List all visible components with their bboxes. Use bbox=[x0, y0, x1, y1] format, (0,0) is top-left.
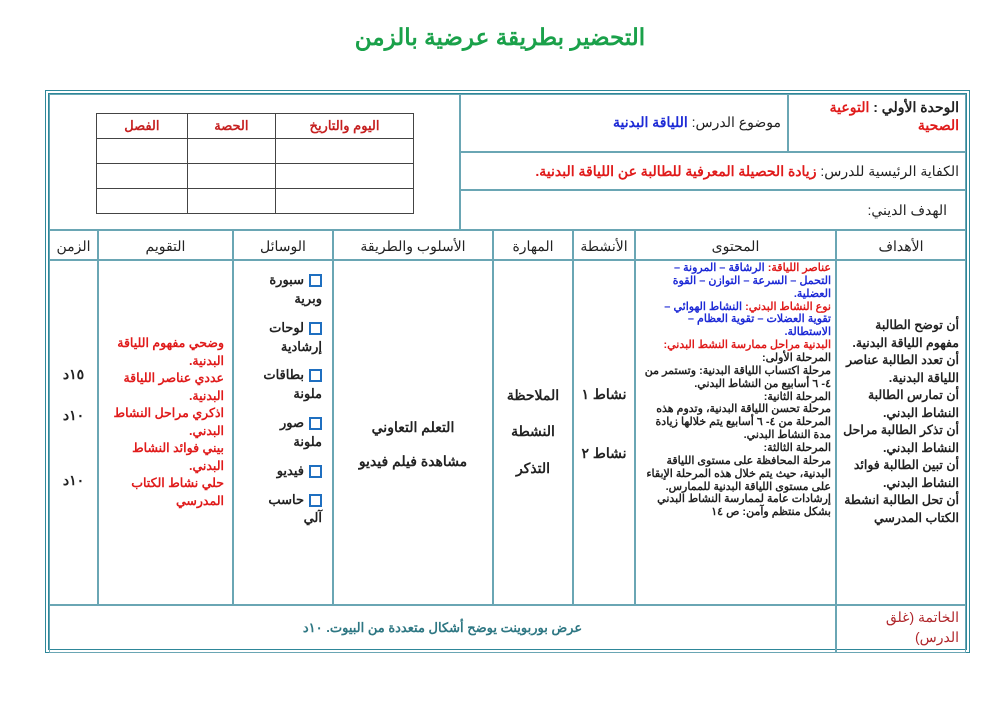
unit-label: الوحدة الأولي : bbox=[873, 99, 959, 115]
elements-label: عناصر اللياقة: bbox=[767, 262, 831, 274]
content-line: المرحلة الثالثة: bbox=[763, 442, 831, 455]
objective-item: أن تمارس الطالبة النشاط البدني. bbox=[867, 388, 959, 420]
evaluation-item: عددي عناصر اللياقة البدنية. bbox=[123, 371, 224, 403]
methods-cell bbox=[333, 260, 493, 605]
header-activities: الأنشطة bbox=[573, 230, 635, 260]
checkbox-icon[interactable] bbox=[309, 494, 322, 507]
plan-frame bbox=[45, 90, 970, 653]
religious-goal-cell: الهدف الديني: bbox=[460, 190, 966, 230]
schedule-cell[interactable] bbox=[97, 164, 188, 189]
content-line: مرحلة المحافظة على مستوى اللياقة البدنية، حيث يتم خلال هذه المرحلة الإبقاء على مستوى اللياقة البدنية للممارس. bbox=[646, 454, 831, 493]
unit-value: التوعية الصحية bbox=[829, 99, 959, 134]
time-cell bbox=[49, 260, 98, 605]
tool-label: حاسب آلي bbox=[268, 491, 322, 526]
schedule-cell[interactable] bbox=[187, 189, 275, 214]
header-content: المحتوى bbox=[635, 230, 836, 260]
schedule-cell[interactable] bbox=[276, 164, 414, 189]
header-tools: الوسائل bbox=[233, 230, 333, 260]
evaluation-item: بيني فوائد النشاط البدني. bbox=[132, 441, 224, 473]
checkbox-icon[interactable] bbox=[309, 322, 322, 335]
evaluation-item: حلي نشاط الكتاب المدرسي bbox=[131, 476, 224, 508]
tool-label: صور ملونة bbox=[279, 415, 322, 449]
tool-item bbox=[250, 366, 322, 404]
schedule-header-class: الفصل bbox=[97, 114, 188, 139]
content-line: مرحلة اكتساب اللياقة البدنية: وتستمر من ٤- ٦ أسابيع من النشاط البدني. bbox=[644, 364, 831, 390]
schedule-header-period: الحصة bbox=[187, 114, 275, 139]
tools-cell bbox=[233, 260, 333, 605]
types-label: نوع النشاط البدني: bbox=[745, 300, 831, 313]
schedule-cell[interactable] bbox=[276, 139, 414, 164]
tool-label: فيديو bbox=[276, 462, 304, 478]
skill-item: التذكر bbox=[515, 459, 551, 476]
page-title: التحضير بطريقة عرضية بالزمن bbox=[354, 24, 646, 50]
header-objectives: الأهداف bbox=[836, 230, 966, 260]
header-method: الأسلوب والطريقة bbox=[333, 230, 493, 260]
content-line: المرحلة الأولى: bbox=[761, 352, 831, 365]
unit-cell bbox=[788, 94, 966, 152]
evaluation-item: وضحي مفهوم اللياقة البدنية. bbox=[117, 336, 224, 368]
types-value: النشاط الهوائي – تقوية العضلات – تقوية العظام – الاستطالة. bbox=[664, 300, 831, 339]
tool-item bbox=[250, 414, 322, 452]
evaluation-item: اذكري مراحل النشاط البدني. bbox=[113, 406, 224, 438]
objective-item: أن تحل الطالبة انشطة الكتاب المدرسي bbox=[844, 493, 959, 525]
tool-item bbox=[250, 319, 322, 357]
content-line: مرحلة تحسن اللياقة البدنية، وتدوم هذه المرحلة من ٤- ٦ أسابيع يتم خلالها زيادة مدة النشاط البدني. bbox=[655, 403, 831, 442]
schedule-cell[interactable] bbox=[187, 139, 275, 164]
objective-item: أن تبين الطالبة فوائد النشاط البدني. bbox=[853, 458, 959, 490]
checkbox-icon[interactable] bbox=[309, 417, 322, 430]
stages-heading: البدنية مراحل ممارسة النشط البدني: bbox=[663, 339, 831, 352]
time-item: ١٠د bbox=[62, 471, 85, 488]
competency-cell bbox=[460, 152, 966, 190]
schedule-cell[interactable] bbox=[97, 189, 188, 214]
schedule-box bbox=[49, 94, 460, 230]
closing-text: عرض بوربوينت يوضح أشكال متعددة من البيوت. ١٠د bbox=[49, 605, 836, 653]
competency-label: الكفاية الرئيسية للدرس: bbox=[820, 163, 959, 179]
skill-item: النشطة bbox=[511, 423, 555, 440]
schedule-cell[interactable] bbox=[187, 164, 275, 189]
checkbox-icon[interactable] bbox=[309, 369, 322, 382]
objective-item: أن توضح الطالبة مفهوم اللياقة البدنية. bbox=[852, 318, 959, 350]
time-item: ١٠د bbox=[62, 406, 85, 423]
elements-value: الرشاقة – المرونة – التحمل – السرعة – التوازن – القوة العضلية. bbox=[672, 262, 831, 300]
tool-item bbox=[250, 462, 322, 481]
activities-cell bbox=[573, 260, 635, 605]
objectives-cell bbox=[836, 260, 966, 605]
topic-cell bbox=[460, 94, 788, 152]
header-evaluation: التقويم bbox=[98, 230, 233, 260]
method-item: التعلم التعاوني bbox=[371, 419, 455, 435]
checkbox-icon[interactable] bbox=[309, 465, 322, 478]
topic-value: اللياقة البدنية bbox=[613, 114, 688, 130]
activity-item: نشاط ١ bbox=[581, 386, 627, 402]
objective-item: أن تعدد الطالبة عناصر اللياقة البدنية. bbox=[846, 353, 959, 385]
header-skill: المهارة bbox=[493, 230, 573, 260]
schedule-cell[interactable] bbox=[97, 139, 188, 164]
time-item: ١٥د bbox=[62, 366, 85, 382]
tool-label: سبورة وبرية bbox=[269, 272, 322, 306]
topic-label: موضوع الدرس: bbox=[691, 114, 781, 130]
schedule-table bbox=[96, 113, 414, 214]
schedule-cell[interactable] bbox=[276, 189, 414, 214]
content-cell bbox=[635, 260, 836, 605]
tool-item bbox=[250, 491, 322, 529]
activity-item: نشاط ٢ bbox=[581, 444, 627, 461]
competency-value: زيادة الحصيلة المعرفية للطالبة عن اللياقة البدنية. bbox=[535, 163, 817, 179]
method-item: مشاهدة فيلم فيديو bbox=[358, 452, 468, 469]
checkbox-icon[interactable] bbox=[309, 274, 322, 287]
objective-item: أن تذكر الطالبة مراحل النشاط البدني. bbox=[843, 423, 959, 455]
tool-label: بطاقات ملونة bbox=[263, 367, 322, 402]
schedule-header-date: اليوم والتاريخ bbox=[276, 114, 414, 139]
content-line: إرشادات عامة لممارسة النشاط البدني بشكل منتظم وآمن: ص ١٤ bbox=[657, 493, 831, 519]
tool-item bbox=[250, 271, 322, 309]
skill-item: الملاحظة bbox=[506, 387, 560, 403]
content-line: المرحلة الثانية: bbox=[763, 390, 831, 403]
header-time: الزمن bbox=[49, 230, 98, 260]
evaluation-cell bbox=[98, 260, 233, 605]
skills-cell bbox=[493, 260, 573, 605]
tool-label: لوحات إرشادية bbox=[269, 319, 322, 354]
closing-label: الخاتمة (غلق الدرس) bbox=[836, 605, 966, 653]
